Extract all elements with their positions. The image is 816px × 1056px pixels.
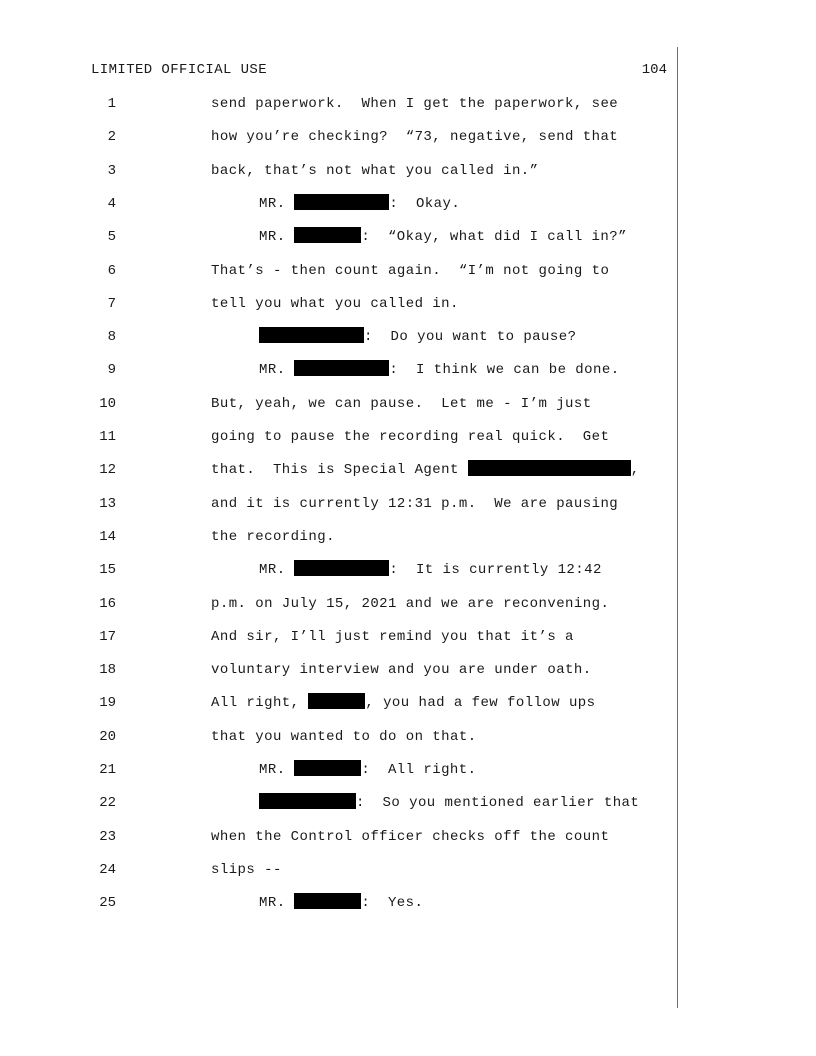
line-text-segment: when the Control officer checks off the count (211, 829, 610, 845)
line-text (211, 726, 477, 748)
transcript-line (0, 593, 816, 615)
line-number: 20 (99, 729, 116, 745)
line-text-segment: : All right. (361, 762, 477, 778)
redaction-box (468, 460, 631, 476)
line-text (211, 493, 618, 515)
transcript-line (0, 93, 816, 115)
line-number: 21 (99, 762, 116, 778)
line-text-segment: MR. (259, 362, 295, 378)
transcript-line (0, 859, 816, 881)
transcript-line (0, 659, 816, 681)
line-number: 4 (107, 196, 116, 212)
line-text (211, 626, 574, 648)
line-text (259, 326, 576, 348)
line-text-segment: MR. (259, 762, 295, 778)
line-number: 5 (107, 229, 116, 245)
transcript-line (0, 559, 816, 581)
line-text-segment: and it is currently 12:31 p.m. We are pausing (211, 496, 619, 512)
line-text (259, 892, 423, 914)
line-text (211, 426, 609, 448)
line-text (259, 359, 620, 381)
line-text (259, 226, 627, 248)
transcript-line (0, 226, 816, 248)
line-number: 3 (107, 163, 116, 179)
line-text (211, 126, 618, 148)
line-number: 6 (107, 263, 116, 279)
line-text-segment: : “Okay, what did I call in?” (361, 229, 627, 245)
line-number: 8 (107, 329, 116, 345)
redaction-box (294, 560, 389, 576)
line-number: 17 (99, 629, 116, 645)
transcript-line (0, 326, 816, 348)
line-text (211, 692, 596, 714)
line-text (259, 193, 460, 215)
transcript-line (0, 892, 816, 914)
line-text (211, 659, 592, 681)
classification-header: LIMITED OFFICIAL USE (91, 62, 268, 78)
line-text-segment: , you had a few follow ups (365, 695, 596, 711)
redaction-box (294, 760, 361, 776)
transcript-line (0, 260, 816, 282)
line-number: 11 (99, 429, 116, 445)
line-text-segment: : Okay. (389, 196, 461, 212)
line-text-segment: slips -- (211, 862, 282, 878)
line-text-segment: that you wanted to do on that. (211, 729, 477, 745)
line-number: 7 (107, 296, 116, 312)
transcript-line (0, 193, 816, 215)
line-number: 22 (99, 795, 116, 811)
redaction-box (294, 227, 361, 243)
transcript-line (0, 293, 816, 315)
line-number: 12 (99, 462, 116, 478)
line-text-segment: MR. (259, 895, 295, 911)
redaction-box (294, 360, 389, 376)
transcript-line (0, 160, 816, 182)
line-text-segment: MR. (259, 196, 295, 212)
transcript-line (0, 726, 816, 748)
line-number: 24 (99, 862, 116, 878)
redaction-box (308, 693, 365, 709)
line-number: 18 (99, 662, 116, 678)
line-number: 19 (99, 695, 116, 711)
transcript-line (0, 493, 816, 515)
redaction-box (259, 793, 356, 809)
line-text (211, 826, 609, 848)
line-text-segment: tell you what you called in. (211, 296, 459, 312)
line-text-segment: the recording. (211, 529, 335, 545)
line-number: 9 (107, 362, 116, 378)
line-text-segment: And sir, I’ll just remind you that it’s a (211, 629, 574, 645)
redaction-box (259, 327, 364, 343)
line-text (259, 759, 476, 781)
transcript-line (0, 359, 816, 381)
transcript-line (0, 459, 816, 481)
line-text-segment: : Yes. (361, 895, 424, 911)
transcript-line (0, 792, 816, 814)
line-text-segment: : So you mentioned earlier that (356, 795, 640, 811)
line-text (211, 93, 618, 115)
transcript-line (0, 393, 816, 415)
line-number: 2 (107, 129, 116, 145)
line-number: 14 (99, 529, 116, 545)
transcript-line (0, 526, 816, 548)
line-text (211, 593, 609, 615)
line-number: 25 (99, 895, 116, 911)
line-text (211, 293, 459, 315)
line-number: 16 (99, 596, 116, 612)
line-text-segment: MR. (259, 229, 295, 245)
line-text-segment: send paperwork. When I get the paperwork, see (211, 96, 619, 112)
line-text-segment: : It is currently 12:42 (389, 562, 602, 578)
transcript-line (0, 826, 816, 848)
line-text-segment: That’s - then count again. “I’m not going to (211, 263, 610, 279)
transcript-line (0, 126, 816, 148)
line-text (211, 260, 609, 282)
transcript-line (0, 692, 816, 714)
line-text-segment: how you’re checking? “73, negative, send that (211, 129, 619, 145)
line-text (259, 792, 639, 814)
redaction-box (294, 893, 361, 909)
line-text-segment: back, that’s not what you called in.” (211, 163, 539, 179)
line-text (211, 160, 539, 182)
line-number: 15 (99, 562, 116, 578)
line-text-segment: : Do you want to pause? (364, 329, 577, 345)
line-number: 1 (107, 96, 116, 112)
line-number: 23 (99, 829, 116, 845)
line-text (259, 559, 602, 581)
line-text (211, 526, 335, 548)
line-text-segment: : I think we can be done. (389, 362, 620, 378)
redaction-box (294, 194, 389, 210)
page-number: 104 (641, 62, 667, 78)
line-text-segment: p.m. on July 15, 2021 and we are reconvening. (211, 596, 610, 612)
line-number: 13 (99, 496, 116, 512)
line-text-segment: , (630, 462, 640, 478)
line-text-segment: going to pause the recording real quick. Get (211, 429, 610, 445)
line-text-segment: that. This is Special Agent (211, 462, 468, 478)
line-text-segment: All right, (211, 695, 309, 711)
line-text (211, 459, 640, 481)
transcript-line (0, 759, 816, 781)
line-text (211, 859, 282, 881)
line-number: 10 (99, 396, 116, 412)
line-text-segment: MR. (259, 562, 295, 578)
line-text-segment: But, yeah, we can pause. Let me - I’m just (211, 396, 592, 412)
transcript-line (0, 426, 816, 448)
transcript-line (0, 626, 816, 648)
line-text (211, 393, 592, 415)
line-text-segment: voluntary interview and you are under oath. (211, 662, 592, 678)
